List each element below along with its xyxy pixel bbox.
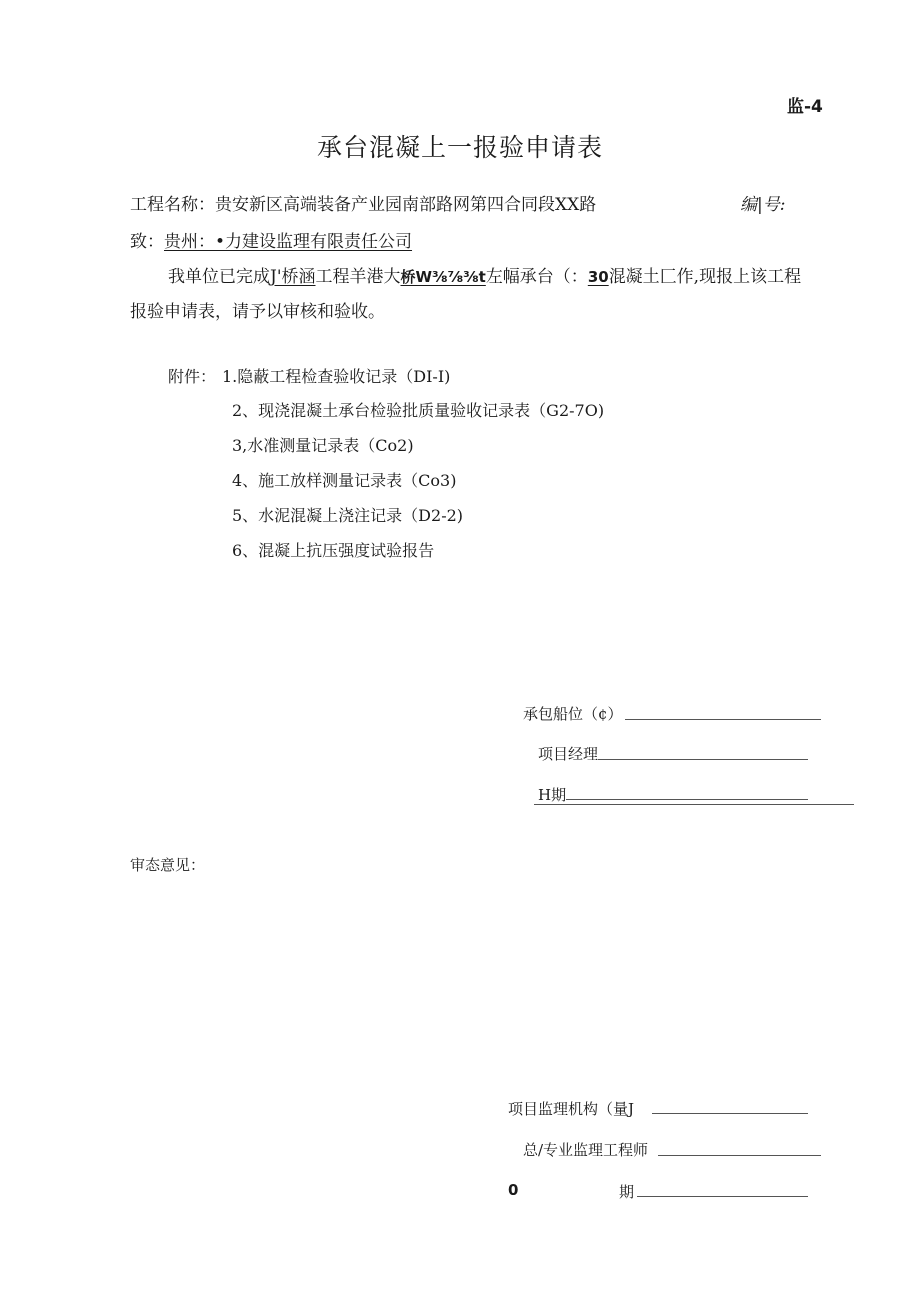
- review-date-line: [637, 1196, 808, 1197]
- body-text: 我单位已完成: [168, 267, 270, 287]
- review-date-prefix: 0: [508, 1181, 519, 1199]
- supervising-engineer-signature-line: [658, 1155, 821, 1156]
- contractor-date-underline: [534, 804, 854, 805]
- form-code: 监-4: [787, 97, 823, 117]
- supervision-agency-label: 项目监理机构（量J: [508, 1100, 635, 1118]
- addressee-label: 致：: [130, 232, 164, 252]
- concrete-grade-field: 30: [587, 268, 609, 286]
- structure-part-field: 桥W⅜⅞⅜t: [400, 268, 486, 286]
- serial-number-label: 编|号:: [740, 195, 786, 215]
- attachment-item: 6、混凝上抗压强度试验报告: [232, 541, 435, 560]
- project-name-value: 贵安新区高端装备产业园南部路网第四合同段XX路: [215, 195, 597, 215]
- review-date-label: 期: [619, 1183, 635, 1201]
- review-opinion-label: 审态意见：: [130, 856, 206, 874]
- attachment-item: 5、水泥混凝上浇注记录（D2-2): [232, 506, 464, 525]
- project-manager-signature-line: [598, 759, 808, 760]
- project-manager-label: 项目经理: [538, 745, 599, 763]
- bridge-type-field: J'桥涵: [270, 267, 316, 287]
- body-text: 工程羊港大: [315, 267, 401, 287]
- supervising-engineer-label: 总/专业监理工程师: [523, 1141, 649, 1159]
- request-body-line-2: 报验申请表，请予以审核和验收。: [130, 302, 385, 322]
- contractor-date-label: H期: [538, 786, 567, 804]
- contractor-date-line: [566, 799, 808, 800]
- body-text: 混凝土匚作,现报上该工程: [608, 267, 802, 287]
- request-body-line-1: [168, 262, 801, 287]
- attachment-item: 1.隐蔽工程检查验收记录（DI-I): [222, 367, 451, 386]
- attachment-item: 4、施工放样测量记录表（Co3): [232, 471, 457, 490]
- attachments-label: 附件：: [168, 367, 217, 386]
- project-name-label: 工程名称：: [130, 195, 215, 215]
- contractor-unit-signature-line: [625, 719, 821, 720]
- contractor-unit-label: 承包船位（¢）: [523, 705, 623, 723]
- page-title: 承台混凝上一报验申请表: [316, 133, 603, 162]
- attachment-item: 3,水准测量记录表（Co2): [232, 436, 414, 455]
- attachment-item: 2、现浇混凝土承台检验批质量验收记录表（G2-7O): [232, 401, 605, 420]
- addressee-value: 贵州：•力建设监理有限责任公司: [164, 232, 413, 252]
- body-text: 左幅承台（：: [485, 267, 588, 287]
- supervision-agency-signature-line: [652, 1113, 808, 1114]
- addressee-row: [130, 227, 412, 252]
- project-name-row: [130, 190, 596, 215]
